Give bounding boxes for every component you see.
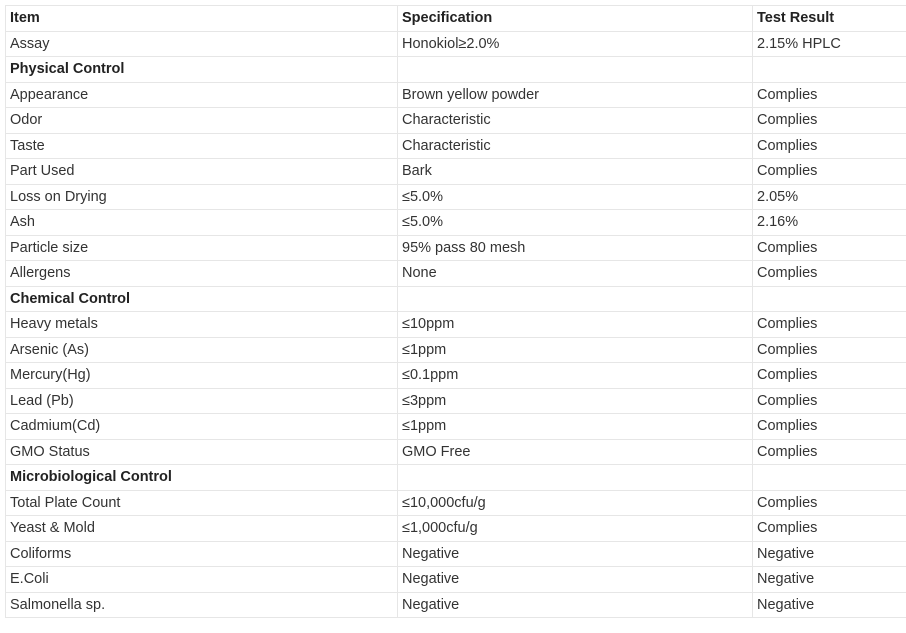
test-result-cell: Negative bbox=[753, 567, 906, 593]
test-result-cell: Negative bbox=[753, 541, 906, 567]
table-row bbox=[6, 363, 906, 389]
test-result-cell: Negative bbox=[753, 592, 906, 618]
specification-cell: ≤5.0% bbox=[398, 184, 753, 210]
section-header-row bbox=[6, 57, 906, 83]
item-cell: Salmonella sp. bbox=[6, 592, 398, 618]
table-row bbox=[6, 210, 906, 236]
item-cell: Assay bbox=[6, 31, 398, 57]
test-result-cell: Complies bbox=[753, 261, 906, 287]
item-cell: Taste bbox=[6, 133, 398, 159]
test-result-cell: 2.05% bbox=[753, 184, 906, 210]
specification-cell: Honokiol≥2.0% bbox=[398, 31, 753, 57]
test-result-cell: 2.16% bbox=[753, 210, 906, 236]
specification-cell: ≤10,000cfu/g bbox=[398, 490, 753, 516]
table-row bbox=[6, 490, 906, 516]
test-result-cell: Complies bbox=[753, 82, 906, 108]
test-result-cell: 2.15% HPLC bbox=[753, 31, 906, 57]
specification-cell: ≤1ppm bbox=[398, 337, 753, 363]
test-result-cell: Complies bbox=[753, 133, 906, 159]
header-test-result: Test Result bbox=[753, 6, 906, 32]
item-cell: Part Used bbox=[6, 159, 398, 185]
item-cell: Lead (Pb) bbox=[6, 388, 398, 414]
table-row bbox=[6, 82, 906, 108]
test-result-cell: Complies bbox=[753, 235, 906, 261]
test-result-cell bbox=[753, 286, 906, 312]
specification-cell: Negative bbox=[398, 592, 753, 618]
table-header-row bbox=[6, 6, 906, 32]
test-result-cell bbox=[753, 465, 906, 491]
table-row bbox=[6, 133, 906, 159]
specification-cell: Negative bbox=[398, 541, 753, 567]
specification-cell bbox=[398, 57, 753, 83]
section-title: Physical Control bbox=[6, 57, 398, 83]
section-title: Chemical Control bbox=[6, 286, 398, 312]
specification-table bbox=[5, 5, 906, 618]
section-header-row bbox=[6, 286, 906, 312]
table-row bbox=[6, 159, 906, 185]
table-row bbox=[6, 261, 906, 287]
table-row bbox=[6, 184, 906, 210]
test-result-cell: Complies bbox=[753, 312, 906, 338]
specification-cell: Characteristic bbox=[398, 133, 753, 159]
item-cell: Appearance bbox=[6, 82, 398, 108]
table-row bbox=[6, 388, 906, 414]
item-cell: Particle size bbox=[6, 235, 398, 261]
specification-cell: ≤1,000cfu/g bbox=[398, 516, 753, 542]
table-row bbox=[6, 439, 906, 465]
test-result-cell: Complies bbox=[753, 159, 906, 185]
item-cell: Loss on Drying bbox=[6, 184, 398, 210]
item-cell: Allergens bbox=[6, 261, 398, 287]
test-result-cell: Complies bbox=[753, 108, 906, 134]
specification-cell: ≤10ppm bbox=[398, 312, 753, 338]
specification-cell: None bbox=[398, 261, 753, 287]
item-cell: E.Coli bbox=[6, 567, 398, 593]
specification-cell bbox=[398, 286, 753, 312]
specification-cell: Brown yellow powder bbox=[398, 82, 753, 108]
specification-cell: Negative bbox=[398, 567, 753, 593]
table-row bbox=[6, 108, 906, 134]
item-cell: Odor bbox=[6, 108, 398, 134]
table-row bbox=[6, 312, 906, 338]
table-row bbox=[6, 516, 906, 542]
table-row bbox=[6, 235, 906, 261]
specification-cell: GMO Free bbox=[398, 439, 753, 465]
specification-cell: Characteristic bbox=[398, 108, 753, 134]
test-result-cell: Complies bbox=[753, 439, 906, 465]
test-result-cell: Complies bbox=[753, 490, 906, 516]
section-title: Microbiological Control bbox=[6, 465, 398, 491]
item-cell: Yeast & Mold bbox=[6, 516, 398, 542]
specification-cell: Bark bbox=[398, 159, 753, 185]
table-row bbox=[6, 567, 906, 593]
test-result-cell: Complies bbox=[753, 388, 906, 414]
item-cell: Arsenic (As) bbox=[6, 337, 398, 363]
table-row bbox=[6, 592, 906, 618]
specification-cell: ≤0.1ppm bbox=[398, 363, 753, 389]
item-cell: Ash bbox=[6, 210, 398, 236]
item-cell: Heavy metals bbox=[6, 312, 398, 338]
item-cell: Total Plate Count bbox=[6, 490, 398, 516]
table-body bbox=[6, 31, 906, 618]
test-result-cell: Complies bbox=[753, 516, 906, 542]
table-row bbox=[6, 337, 906, 363]
header-item: Item bbox=[6, 6, 398, 32]
table-row bbox=[6, 414, 906, 440]
table-row bbox=[6, 541, 906, 567]
test-result-cell bbox=[753, 57, 906, 83]
item-cell: Coliforms bbox=[6, 541, 398, 567]
test-result-cell: Complies bbox=[753, 414, 906, 440]
test-result-cell: Complies bbox=[753, 363, 906, 389]
specification-cell: ≤5.0% bbox=[398, 210, 753, 236]
item-cell: Mercury(Hg) bbox=[6, 363, 398, 389]
item-cell: Cadmium(Cd) bbox=[6, 414, 398, 440]
specification-cell bbox=[398, 465, 753, 491]
specification-cell: ≤3ppm bbox=[398, 388, 753, 414]
item-cell: GMO Status bbox=[6, 439, 398, 465]
table-row bbox=[6, 31, 906, 57]
header-specification: Specification bbox=[398, 6, 753, 32]
specification-cell: ≤1ppm bbox=[398, 414, 753, 440]
specification-cell: 95% pass 80 mesh bbox=[398, 235, 753, 261]
section-header-row bbox=[6, 465, 906, 491]
test-result-cell: Complies bbox=[753, 337, 906, 363]
